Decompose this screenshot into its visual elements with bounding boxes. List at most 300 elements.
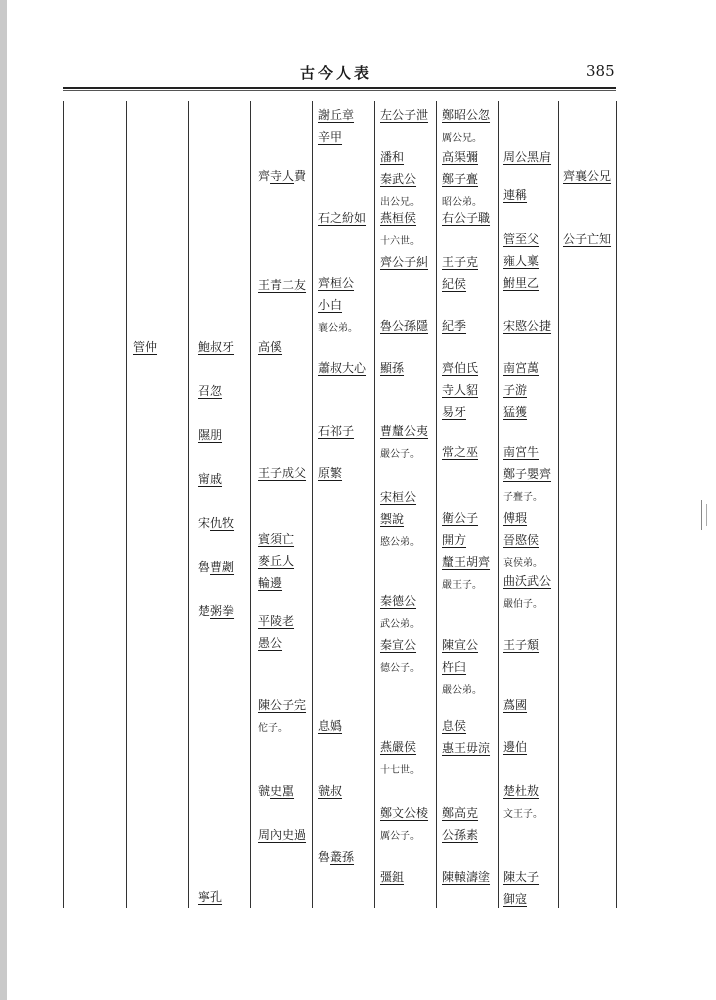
person-name: 易牙 <box>442 405 467 419</box>
entry-line <box>503 315 551 337</box>
entry-line <box>442 529 490 551</box>
table-entry <box>380 486 420 554</box>
person-name: 齊襄公兄 <box>563 169 612 183</box>
entry-line <box>380 824 428 848</box>
column-divider <box>558 101 559 908</box>
person-name: 管仲 <box>133 340 158 354</box>
entry-line <box>503 401 539 423</box>
table-entry <box>258 824 306 846</box>
entry-text: 虢 <box>258 784 271 798</box>
header-rule-thin <box>63 90 616 91</box>
table-entry <box>318 715 342 737</box>
person-name: 開方 <box>442 533 467 547</box>
entry-note: 襄公弟。 <box>318 323 358 334</box>
person-name: 隰朋 <box>198 428 223 442</box>
entry-note: 佗子。 <box>258 723 288 734</box>
person-name: 衛公子 <box>442 511 479 525</box>
entry-line <box>380 315 428 337</box>
entry-line <box>503 146 551 168</box>
person-name: 御寇 <box>503 892 528 906</box>
entry-line <box>198 380 222 402</box>
table-entry <box>318 104 354 148</box>
table-entry <box>198 512 234 534</box>
person-name: 南宮萬 <box>503 361 540 375</box>
person-name: 賓須亡 <box>258 532 295 546</box>
table-entry <box>503 315 551 337</box>
person-name: 甯戚 <box>198 472 223 486</box>
person-name: 齊公子糾 <box>380 255 429 269</box>
column-divider <box>126 101 127 908</box>
entry-line <box>380 866 404 888</box>
entry-line <box>380 168 420 190</box>
entry-line <box>380 656 420 680</box>
person-name: 鮑叔牙 <box>198 340 235 354</box>
entry-line <box>380 612 420 636</box>
person-name: 小白 <box>318 298 343 312</box>
entry-note: 德公子。 <box>380 663 420 674</box>
entry-line <box>198 886 222 908</box>
entry-line <box>442 866 490 888</box>
entry-line <box>503 507 543 529</box>
entry-note: 嚴王子。 <box>442 580 482 591</box>
table-entry <box>318 780 342 802</box>
table-entry <box>380 207 420 253</box>
entry-line <box>442 273 478 295</box>
entry-note: 十六世。 <box>380 236 420 247</box>
person-name: 蕭叔大心 <box>318 361 367 375</box>
person-name: 陳轅濤塗 <box>442 870 491 884</box>
entry-line <box>380 251 428 273</box>
person-name: 禦說 <box>380 512 405 526</box>
entry-line <box>380 420 428 442</box>
person-name: 常之巫 <box>442 445 479 459</box>
person-name: 宋桓公 <box>380 490 417 504</box>
entry-line <box>318 846 354 868</box>
table-entry <box>503 507 543 575</box>
person-name: 楚杜敖 <box>503 784 540 798</box>
entry-line <box>503 485 551 509</box>
person-name: 麥丘人 <box>258 554 295 568</box>
entry-line <box>318 104 354 126</box>
entry-line <box>380 802 428 824</box>
entry-line <box>258 462 306 484</box>
entry-line <box>380 486 420 508</box>
person-name: 惠王毋涼 <box>442 741 491 755</box>
person-name: 史嚚 <box>270 784 295 798</box>
page-edge <box>0 0 7 1000</box>
entry-line <box>318 126 354 148</box>
person-name: 輪邊 <box>258 576 283 590</box>
entry-line <box>442 251 478 273</box>
entry-line <box>258 336 282 358</box>
table-entry <box>380 634 420 680</box>
entry-note: 愍公弟。 <box>380 537 420 548</box>
entry-line <box>563 228 611 250</box>
entry-line <box>442 678 482 702</box>
entry-line <box>442 507 490 529</box>
entry-line <box>503 441 551 463</box>
person-name: 左公子泄 <box>380 108 429 122</box>
table-entry <box>503 184 527 206</box>
table-entry <box>442 251 478 295</box>
person-name: 原繁 <box>318 466 343 480</box>
table-entry <box>442 207 490 229</box>
table-entry <box>318 272 358 340</box>
person-name: 寺人 <box>270 169 295 183</box>
person-name: 晉愍侯 <box>503 533 540 547</box>
scan-mark <box>701 500 702 530</box>
person-name: 鄭子亹 <box>442 172 479 186</box>
entry-line <box>198 468 222 490</box>
person-name: 傅瑕 <box>503 511 528 525</box>
person-name: 秦德公 <box>380 594 417 608</box>
table-entry <box>380 866 404 888</box>
table-entry <box>380 104 428 126</box>
person-name: 愚公 <box>258 636 283 650</box>
column-divider <box>616 101 617 908</box>
person-name: 秦武公 <box>380 172 417 186</box>
entry-line <box>258 165 306 187</box>
entry-line <box>258 716 306 740</box>
person-name: 魯公孫隱 <box>380 319 429 333</box>
entry-line <box>442 146 482 168</box>
person-name: 連稱 <box>503 188 528 202</box>
entry-line <box>503 228 539 250</box>
entry-line <box>442 737 490 759</box>
person-name: 鄭高克 <box>442 806 479 820</box>
entry-line <box>380 357 404 379</box>
entry-line <box>503 272 539 294</box>
table-entry <box>503 634 539 656</box>
person-name: 釐王胡齊 <box>442 555 491 569</box>
column-divider <box>63 101 64 908</box>
entry-line <box>258 824 306 846</box>
table-entry <box>442 802 478 846</box>
person-name: 王子成父 <box>258 466 307 480</box>
entry-line <box>380 530 420 554</box>
person-name: 高傒 <box>258 340 283 354</box>
table-entry <box>442 441 478 463</box>
person-name: 公子亡知 <box>563 232 612 246</box>
entry-line <box>442 357 478 379</box>
entry-text: 魯 <box>318 850 331 864</box>
person-name: 高渠彌 <box>442 150 479 164</box>
entry-text: 楚 <box>198 604 211 618</box>
entry-line <box>563 165 611 187</box>
entry-line <box>198 512 234 534</box>
entry-line <box>318 780 342 802</box>
entry-line <box>258 550 294 572</box>
person-name: 鄭昭公忽 <box>442 108 491 122</box>
table-entry <box>503 357 539 423</box>
column-divider <box>498 101 499 908</box>
entry-line <box>198 556 234 578</box>
table-entry <box>503 146 551 168</box>
person-name: 曹劌 <box>210 560 235 574</box>
entry-line <box>442 379 478 401</box>
person-name: 寧孔 <box>198 890 223 904</box>
entry-line <box>258 780 294 802</box>
table-entry <box>258 165 306 187</box>
entry-line <box>318 294 358 316</box>
table-entry <box>503 736 527 758</box>
entry-line <box>503 357 539 379</box>
person-name: 曲沃武公 <box>503 574 552 588</box>
table-entry <box>442 866 490 888</box>
table-entry <box>442 357 478 423</box>
person-name: 子游 <box>503 383 528 397</box>
entry-line <box>503 802 543 826</box>
table-entry <box>198 380 222 402</box>
entry-note: 嚴公子。 <box>380 449 420 460</box>
table-entry <box>198 468 222 490</box>
person-name: 齊伯氏 <box>442 361 479 375</box>
entry-note: 厲公兄。 <box>442 133 482 144</box>
person-name: 鮒里乙 <box>503 276 540 290</box>
table-entry <box>258 528 294 594</box>
table-entry <box>503 866 539 910</box>
person-name: 杵臼 <box>442 660 467 674</box>
person-name: 石之紛如 <box>318 211 367 225</box>
table-entry <box>503 780 543 826</box>
entry-note: 武公弟。 <box>380 619 420 630</box>
scan-mark <box>706 504 707 526</box>
entry-note: 十七世。 <box>380 765 420 776</box>
person-name: 王子頹 <box>503 638 540 652</box>
entry-line <box>503 888 539 910</box>
table-entry <box>318 420 354 442</box>
table-entry <box>258 780 294 802</box>
entry-line <box>380 146 420 168</box>
entry-line <box>503 634 539 656</box>
person-name: 秦宣公 <box>380 638 417 652</box>
entry-line <box>442 634 482 656</box>
table-entry <box>198 424 222 446</box>
table-entry <box>380 315 428 337</box>
entry-text: 宋 <box>198 516 211 530</box>
person-name: 鄭子嬰齊 <box>503 467 552 481</box>
person-name: 顯孫 <box>380 361 405 375</box>
table-entry <box>563 165 611 187</box>
entry-line <box>442 715 490 737</box>
entry-line <box>503 694 527 716</box>
person-name: 猛獲 <box>503 405 528 419</box>
entry-line <box>503 184 527 206</box>
entry-line <box>442 315 466 337</box>
entry-note: 厲公子。 <box>380 831 420 842</box>
entry-line <box>318 462 342 484</box>
entry-line <box>503 736 527 758</box>
person-name: 右公子職 <box>442 211 491 225</box>
table-entry <box>503 441 551 509</box>
table-entry <box>380 736 420 782</box>
entry-line <box>380 736 420 758</box>
person-name: 南宮牛 <box>503 445 540 459</box>
entry-text: 魯 <box>198 560 211 574</box>
table-entry <box>503 694 527 716</box>
entry-line <box>318 420 354 442</box>
person-name: 叢孫 <box>330 850 355 864</box>
table-entry <box>380 251 428 273</box>
table-entry <box>563 228 611 250</box>
entry-line <box>442 656 482 678</box>
entry-line <box>318 357 366 379</box>
table-entry <box>503 570 551 616</box>
person-name: 陳宣公 <box>442 638 479 652</box>
entry-line <box>133 336 157 358</box>
page-number: 385 <box>586 62 615 80</box>
entry-line <box>258 610 294 632</box>
person-name: 雍人稟 <box>503 254 540 268</box>
running-title: 古今人表 <box>300 64 373 82</box>
entry-line <box>503 780 543 802</box>
entry-line <box>318 715 342 737</box>
entry-line <box>318 207 366 229</box>
table-entry <box>442 634 482 702</box>
entry-line <box>380 508 420 530</box>
entry-line <box>198 336 234 358</box>
person-name: 周公黑肩 <box>503 150 552 164</box>
entry-line <box>503 463 551 485</box>
table-entry <box>258 274 306 296</box>
table-entry <box>318 846 354 868</box>
table-entry <box>133 336 157 358</box>
table-entry <box>318 462 342 484</box>
entry-line <box>442 104 490 126</box>
person-name: 紀季 <box>442 319 467 333</box>
entry-line <box>380 442 428 466</box>
person-name: 陳太子 <box>503 870 540 884</box>
entry-note: 嚴公弟。 <box>442 685 482 696</box>
person-name: 王青二友 <box>258 278 307 292</box>
column-divider <box>374 101 375 908</box>
table-entry <box>318 357 366 379</box>
person-name: 召忽 <box>198 384 223 398</box>
person-name: 息侯 <box>442 719 467 733</box>
person-name: 仇牧 <box>210 516 235 530</box>
entry-line <box>503 529 543 551</box>
entry-line <box>503 379 539 401</box>
column-divider <box>436 101 437 908</box>
entry-line <box>503 570 551 592</box>
entry-line <box>442 401 478 423</box>
table-entry <box>380 357 404 379</box>
entry-text: 費 <box>294 169 307 183</box>
table-entry <box>503 228 539 294</box>
person-name: 粥拳 <box>210 604 235 618</box>
person-name: 邊伯 <box>503 740 528 754</box>
person-name: 陳公子完 <box>258 698 307 712</box>
entry-line <box>442 824 478 846</box>
person-name: 虢叔 <box>318 784 343 798</box>
entry-text: 齊 <box>258 169 271 183</box>
person-name: 曹釐公夷 <box>380 424 429 438</box>
entry-note: 子亹子。 <box>503 492 543 503</box>
person-name: 息嬀 <box>318 719 343 733</box>
entry-line <box>503 866 539 888</box>
table-entry <box>442 315 466 337</box>
person-name: 周內史過 <box>258 828 307 842</box>
table-entry <box>318 207 366 229</box>
table-entry <box>380 420 428 466</box>
person-name: 辛甲 <box>318 130 343 144</box>
entry-line <box>380 207 420 229</box>
entry-line <box>442 207 490 229</box>
entry-note: 嚴伯子。 <box>503 599 543 610</box>
entry-line <box>442 168 482 190</box>
entry-line <box>258 274 306 296</box>
person-name: 石祁子 <box>318 424 355 438</box>
column-divider <box>312 101 313 908</box>
person-name: 彊鉏 <box>380 870 405 884</box>
entry-line <box>442 441 478 463</box>
person-name: 宋愍公捷 <box>503 319 552 333</box>
table-entry <box>258 694 306 740</box>
entry-line <box>503 592 551 616</box>
table-entry <box>380 590 420 636</box>
person-name: 謝丘章 <box>318 108 355 122</box>
table-entry <box>380 146 420 214</box>
person-name: 王子克 <box>442 255 479 269</box>
person-name: 鄭文公棱 <box>380 806 429 820</box>
entry-line <box>258 572 294 594</box>
entry-line <box>258 632 294 654</box>
entry-line <box>442 551 490 573</box>
table-entry <box>258 336 282 358</box>
table-entry <box>442 104 490 150</box>
person-name: 齊桓公 <box>318 276 355 290</box>
person-name: 寺人貂 <box>442 383 479 397</box>
entry-line <box>258 694 306 716</box>
entry-line <box>380 229 420 253</box>
entry-line <box>380 634 420 656</box>
column-divider <box>250 101 251 908</box>
person-name: 潘和 <box>380 150 405 164</box>
entry-line <box>318 316 358 340</box>
entry-line <box>318 272 358 294</box>
table-entry <box>442 715 490 759</box>
table-entry <box>442 507 490 597</box>
header-rule <box>63 87 616 89</box>
person-name: 蔿國 <box>503 698 528 712</box>
column-divider <box>188 101 189 908</box>
entry-line <box>380 758 420 782</box>
table-entry <box>258 462 306 484</box>
person-name: 公孫素 <box>442 828 479 842</box>
entry-line <box>442 802 478 824</box>
table-entry <box>198 336 234 358</box>
person-name: 平陵老 <box>258 614 295 628</box>
entry-line <box>380 590 420 612</box>
person-name: 管至父 <box>503 232 540 246</box>
entry-line <box>380 104 428 126</box>
entry-note: 出公兄。 <box>380 197 420 208</box>
entry-line <box>198 600 234 622</box>
table-entry <box>380 802 428 848</box>
table-entry <box>198 556 234 578</box>
table-entry <box>198 600 234 622</box>
entry-line <box>198 424 222 446</box>
entry-note: 哀侯弟。 <box>503 558 543 569</box>
table-entry <box>198 886 222 908</box>
entry-note: 昭公弟。 <box>442 197 482 208</box>
person-name: 燕嚴侯 <box>380 740 417 754</box>
entry-note: 文王子。 <box>503 809 543 820</box>
entry-line <box>503 250 539 272</box>
table-entry <box>258 610 294 654</box>
entry-line <box>258 528 294 550</box>
entry-line <box>442 573 490 597</box>
